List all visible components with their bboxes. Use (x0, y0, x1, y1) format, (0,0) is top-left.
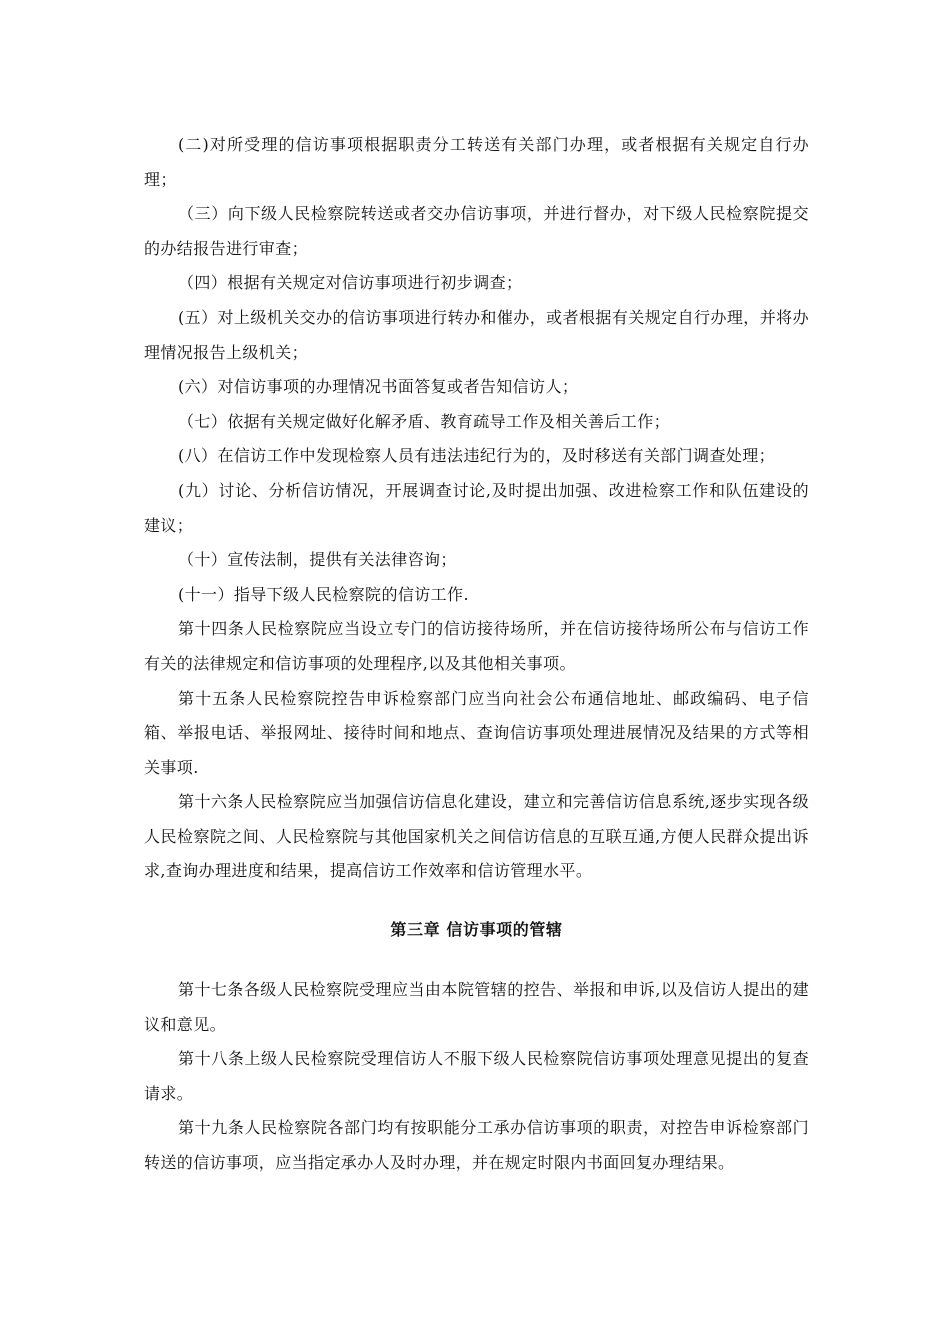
paragraph-item-5: (五）对上级机关交办的信访事项进行转办和催办，或者根据有关规定自行办理，并将办理情况报告上级机关； (144, 307, 809, 362)
article-19: 第十九条人民检察院各部门均有按职能分工承办信访事项的职责，对控告申诉检察部门转送的信访事项，应当指定承办人及时办理，并在规定时限内书面回复办理结果。 (144, 1118, 809, 1173)
paragraph-item-4: （四）根据有关规定对信访事项进行初步调查； (178, 273, 523, 293)
article-18: 第十八条上级人民检察院受理信访人不服下级人民检察院信访事项处理意见提出的复查请求。 (144, 1049, 809, 1103)
article-14: 第十四条人民检察院应当设立专门的信访接待场所，并在信访接待场所公布与信访工作有关的法律规定和信访事项的处理程序,以及其他相关事项。 (144, 619, 809, 673)
article-17: 第十七条各级人民检察院受理应当由本院管辖的控告、举报和申诉,以及信访人提出的建议和意见。 (144, 980, 809, 1034)
paragraph-item-6: (六）对信访事项的办理情况书面答复或者告知信访人； (178, 377, 579, 397)
paragraph-item-11: (十一）指导下级人民检察院的信访工作. (178, 584, 469, 604)
paragraph-item-7: （七）依据有关规定做好化解矛盾、教育疏导工作及相关善后工作； (178, 411, 671, 431)
article-16: 第十六条人民检察院应当加强信访信息化建设，建立和完善信访信息系统,逐步实现各级人民检察院之间、人民检察院与其他国家机关之间信访信息的互联互通,方便人民群众提出诉求,查询办理进度和结果，提高信访工作效率和信访管理水平。 (144, 792, 809, 881)
paragraph-item-9: (九）讨论、分析信访情况，开展调查讨论,及时提出加强、改进检察工作和队伍建设的建议； (144, 480, 809, 535)
paragraph-item-8: (八）在信访工作中发现检察人员有违法违纪行为的，及时移送有关部门调查处理； (178, 446, 776, 466)
paragraph-item-2: (二)对所受理的信访事项根据职责分工转送有关部门办理，或者根据有关规定自行办理； (144, 135, 809, 189)
chapter-heading: 第三章 信访事项的管辖 (390, 920, 563, 940)
paragraph-item-10: （十）宣传法制，提供有关法律咨询； (178, 550, 457, 570)
spacer (144, 889, 809, 913)
article-15: 第十五条人民检察院控告申诉检察部门应当向社会公布通信地址、邮政编码、电子信箱、举报电话、举报网址、接待时间和地点、查询信访事项处理进展情况及结果的方式等相关事项. (144, 688, 809, 777)
paragraph-item-3: （三）向下级人民检察院转送或者交办信访事项，并进行督办，对下级人民检察院提交的办结报告进行审查； (144, 204, 809, 258)
document-body (144, 128, 809, 1181)
spacer (144, 947, 809, 973)
